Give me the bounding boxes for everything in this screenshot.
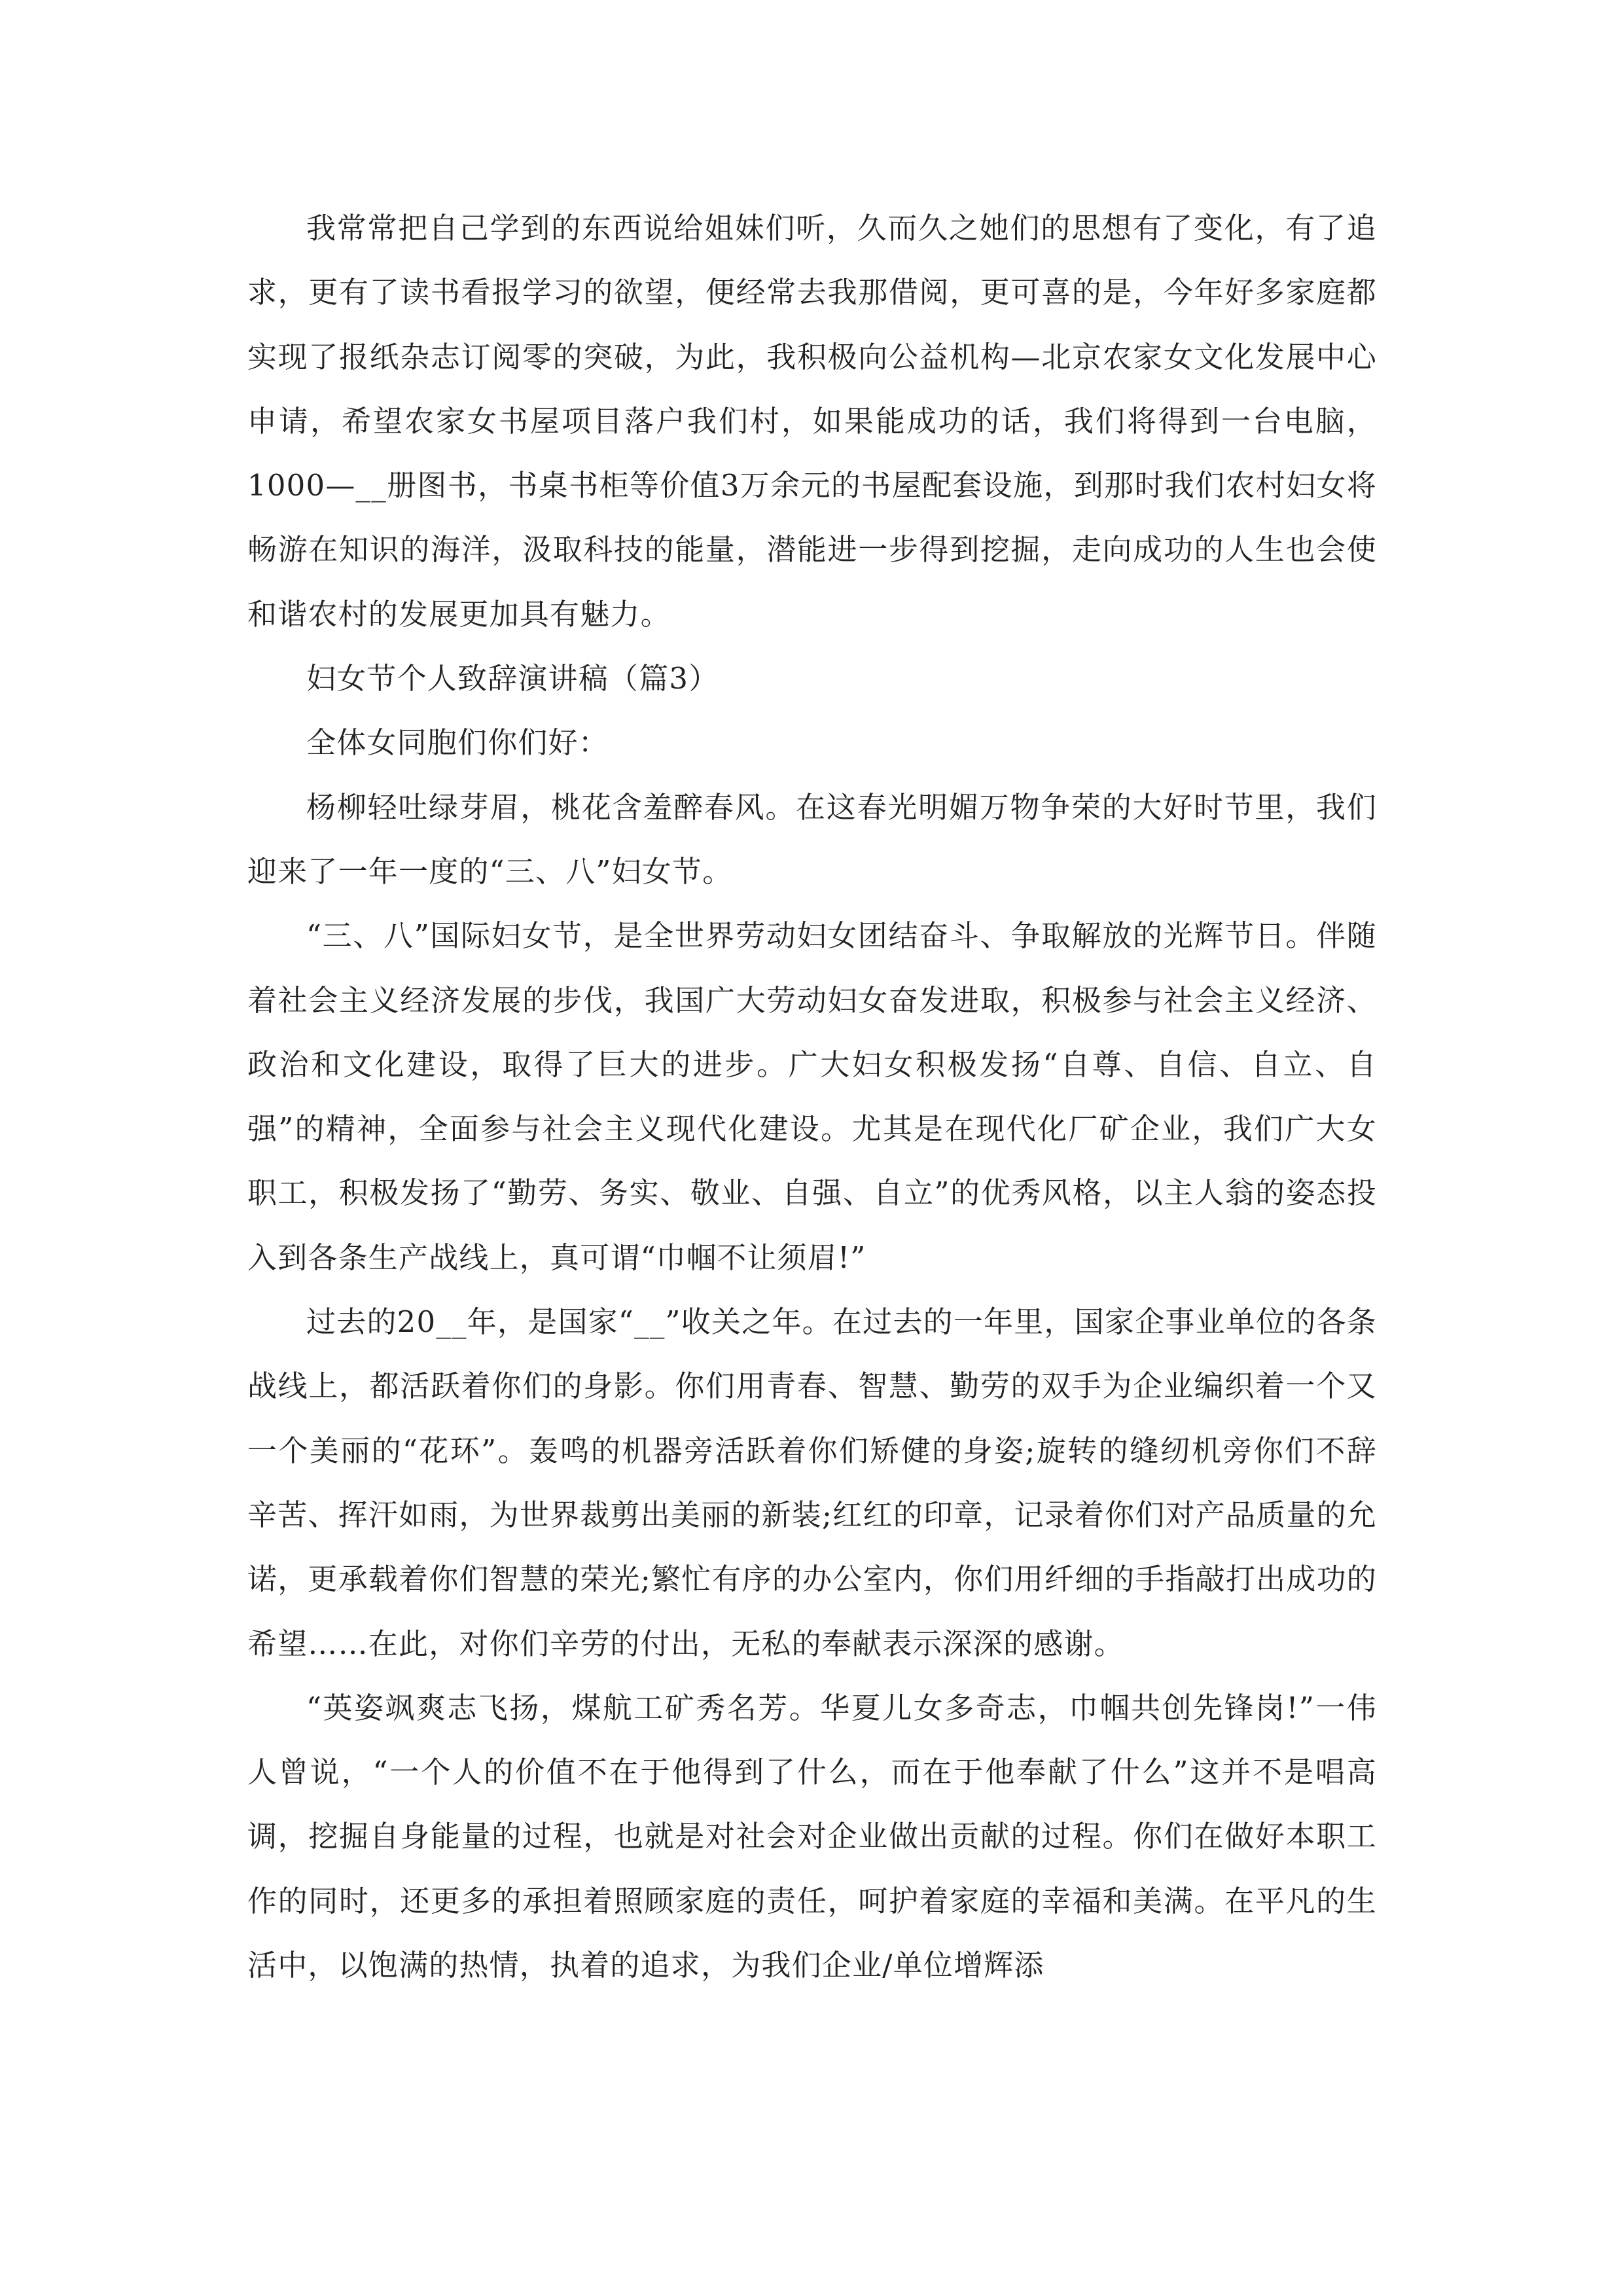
speech-heading: 妇女节个人致辞演讲稿（篇3）: [306, 661, 719, 696]
paragraph-spring-opening: 杨柳轻吐绿芽眉，桃花含羞醉春风。在这春光明媚万物争荣的大好时节里，我们迎来了一年一度的“三、八”妇女节。: [247, 789, 1377, 889]
paragraph-past-year: 过去的20__年，是国家“__”收关之年。在过去的一年里，国家企事业单位的各条战线上，都活跃着你们的身影。你们用青春、智慧、勤劳的双手为企业编织着一个又一个美丽的“花环”。轰鸣的机器旁活跃着你们矫健的身姿;旋转的缝纫机旁你们不辞辛苦、挥汗如雨，为世界裁剪出美丽的新装;红红的印章，记录着你们对产品质量的允诺，更承载着你们智慧的荣光;繁忙有序的办公室内，你们用纤细的手指敲打出成功的希望……在此，对你们辛劳的付出，无私的奉献表示深深的感谢。: [247, 1304, 1377, 1661]
paragraph-heroines: “英姿飒爽志飞扬，煤航工矿秀名芳。华夏儿女多奇志，巾帼共创先锋岗!”一伟人曾说，“一个人的价值不在于他得到了什么，而在于他奉献了什么”这并不是唱高调，挖掘自身能量的过程，也就是对社会对企业做出贡献的过程。你们在做好本职工作的同时，还更多的承担着照顾家庭的责任，呵护着家庭的幸福和美满。在平凡的生活中，以饱满的热情，执着的追求，为我们企业/单位增辉添: [247, 1690, 1377, 1983]
paragraph-womens-day: “三、八”国际妇女节，是全世界劳动妇女团结奋斗、争取解放的光辉节日。伴随着社会主义经济发展的步伐，我国广大劳动妇女奋发进取，积极参与社会主义经济、政治和文化建设，取得了巨大的进步。广大妇女积极发扬“自尊、自信、自立、自强”的精神，全面参与社会主义现代化建设。尤其是在现代化厂矿企业，我们广大女职工，积极发扬了“勤劳、务实、敬业、自强、自立”的优秀风格，以主人翁的姿态投入到各条生产战线上，真可谓“巾帼不让须眉!”: [247, 918, 1377, 1275]
speech-greeting: 全体女同胞们你们好：: [306, 725, 609, 761]
document-body: [247, 196, 1377, 1998]
paragraph-library-project: 我常常把自己学到的东西说给姐妹们听，久而久之她们的思想有了变化，有了追求，更有了读书看报学习的欲望，便经常去我那借阅，更可喜的是，今年好多家庭都实现了报纸杂志订阅零的突破，为此，我积极向公益机构—北京农家女文化发展中心申请，希望农家女书屋项目落户我们村，如果能成功的话，我们将得到一台电脑，1000—__册图书，书桌书柜等价值3万余元的书屋配套设施，到那时我们农村妇女将畅游在知识的海洋，汲取科技的能量，潜能进一步得到挖掘，走向成功的人生也会使和谐农村的发展更加具有魅力。: [247, 211, 1377, 632]
